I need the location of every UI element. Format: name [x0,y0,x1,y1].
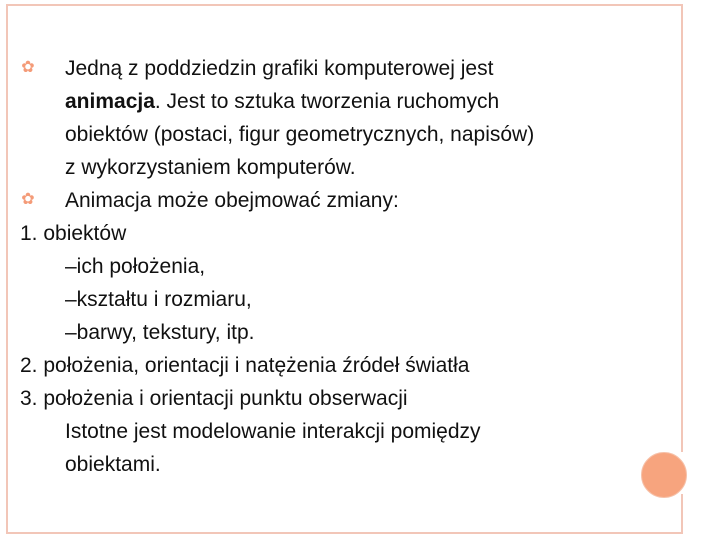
paragraph-1-text-2: . Jest to sztuka tworzenia ruchomych [154,90,500,113]
paragraph-1-text-1: Jedną z poddziedzin grafiki komputerowej jest [65,57,494,80]
paragraph-3-line-1 [20,415,640,448]
list-item-1-sub-text-2: –kształtu i rozmiaru, [65,288,252,311]
paragraph-3-line-2 [20,448,640,481]
list-item-1-text: 1. obiektów [20,222,127,245]
list-item-1-sub-text-3: –barwy, tekstury, itp. [65,321,255,344]
list-item-2-text: 2. położenia, orientacji i natężenia źródeł światła [20,354,470,377]
paragraph-2-line [20,184,640,217]
list-item-2 [20,349,640,382]
paragraph-1-text-4: z wykorzystaniem komputerów. [65,156,356,179]
slide-content [20,52,640,481]
list-item-1-sub-3 [20,316,640,349]
paragraph-1-line-2 [20,85,640,118]
paragraph-2-text: Animacja może obejmować zmiany: [65,189,399,212]
list-item-1 [20,217,640,250]
paragraph-1-line-4 [20,151,640,184]
frame-right-lower-border [681,494,683,534]
decorative-circle [641,452,687,498]
paragraph-1-text-3: obiektów (postaci, figur geometrycznych, napisów) [65,123,535,146]
list-item-3 [20,382,640,415]
frame-top-border [6,4,683,6]
gear-icon: ✿ [21,59,35,76]
list-item-1-sub-text-1: –ich położenia, [65,255,206,278]
gear-icon: ✿ [21,191,35,208]
list-item-1-sub-1 [20,250,640,283]
paragraph-1-line-3 [20,118,640,151]
animacja-bold: animacja [65,90,155,113]
list-item-1-sub-2 [20,283,640,316]
paragraph-3-text-1: Istotne jest modelowanie interakcji pomiędzy [65,420,481,443]
frame-bottom-border [6,532,683,534]
frame-right-border [681,4,683,452]
paragraph-3-text-2: obiektami. [65,453,161,476]
frame-left-border [6,4,8,534]
list-item-3-text: 3. położenia i orientacji punktu obserwacji [20,387,408,410]
paragraph-1-line-1 [20,52,640,85]
